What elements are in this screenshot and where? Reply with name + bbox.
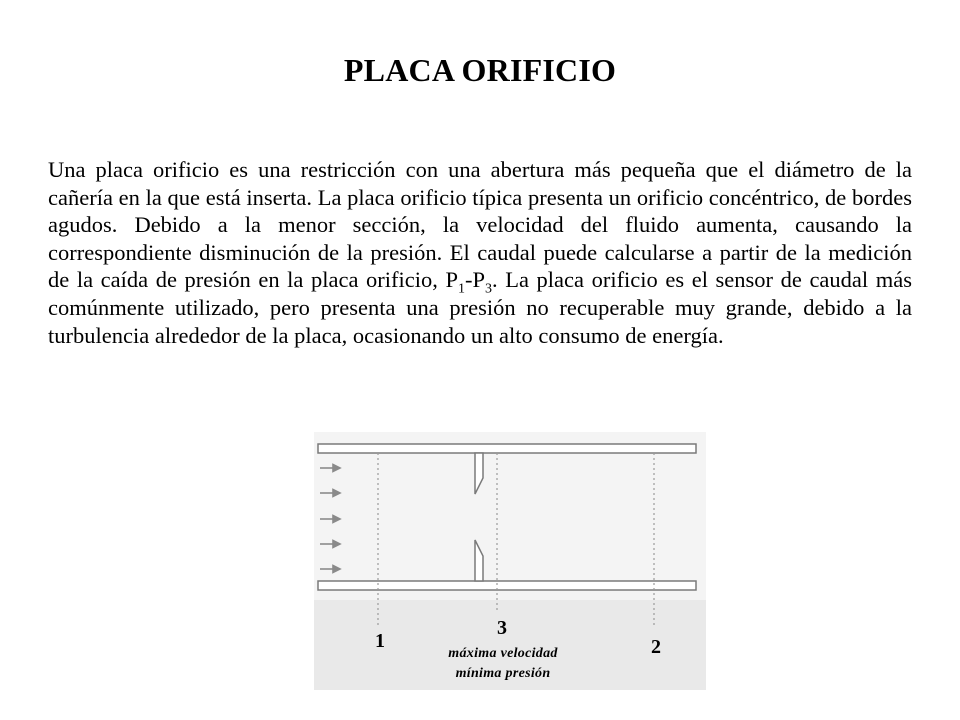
point-label-3: 3	[497, 617, 507, 639]
point-label-1: 1	[375, 630, 385, 652]
note-max-velocity: máxima velocidad	[448, 646, 558, 661]
body-paragraph	[48, 156, 912, 349]
pressure-dash: -	[464, 267, 473, 293]
pressure-p1: $P_1$	[445, 267, 465, 297]
paragraph-text-end: . La placa orificio es el sensor de caudal más comúnmente utilizado, pero presenta una presión no recuperable muy grande, debido a la turbulencia alrededor de la placa, ocasionando un alto consumo de energía.	[48, 267, 912, 348]
paragraph-text-start: Una placa orificio es una restricción con una abertura más pequeña que el diámetro de la cañería en la que está inserta. La placa orificio típica presenta un orificio concéntrico, de bordes agudos. Debido a la menor sección, la velocidad del fluido aumenta, causando la correspondiente disminución de la presión. El caudal puede calcularse a partir de la medición de la caída de presión en la placa orificio,	[48, 157, 912, 293]
pipe-top-wall	[318, 444, 696, 453]
pressure-p3: $P_3$	[472, 267, 492, 297]
pipe-bottom-wall	[318, 581, 696, 590]
note-min-pressure: mínima presión	[455, 666, 551, 681]
orifice-plate-diagram	[314, 432, 706, 690]
page-title: PLACA ORIFICIO	[343, 52, 617, 88]
point-label-2: 2	[651, 636, 661, 658]
